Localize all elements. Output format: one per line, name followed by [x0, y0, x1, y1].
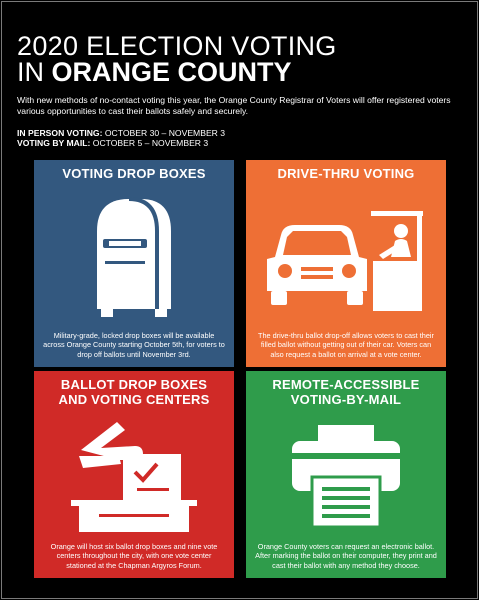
card-title-line1: BALLOT DROP BOXES	[60, 377, 208, 392]
car-drive-thru-icon	[246, 181, 446, 331]
header	[17, 33, 467, 148]
title-in: IN	[17, 57, 52, 87]
in-person-range: OCTOBER 30 – NOVEMBER 3	[102, 128, 226, 138]
in-person-label: IN PERSON VOTING:	[17, 128, 103, 138]
card-description: Orange County voters can request an electronic ballot. After marking the ballot on their computer, they print and cast their ballot with any method they choose.	[255, 542, 437, 570]
intro-text: With new methods of no-contact voting this year, the Orange County Registrar of Voters will offer registered voters various opportunities to cast their ballots safely and securely.	[17, 95, 451, 116]
card-title-line2: AND VOTING CENTERS	[58, 392, 210, 407]
by-mail-dates	[17, 138, 467, 148]
card-title	[59, 377, 210, 407]
card-ballot-drop-boxes	[34, 371, 234, 578]
card-title-line1: REMOTE-ACCESSIBLE	[272, 377, 420, 392]
card-description: Orange will host six ballot drop boxes and nine vote centers throughout the city, with one vote center stationed at the Chapman Argyros Forum.	[50, 542, 218, 570]
page-title-line2	[17, 59, 467, 86]
by-mail-range: OCTOBER 5 – NOVEMBER 3	[90, 138, 209, 148]
voting-dates	[17, 128, 467, 148]
mailbox-icon	[34, 181, 234, 331]
ballot-box-icon	[34, 407, 234, 542]
card-title: DRIVE-THRU VOTING	[277, 166, 415, 181]
card-title: VOTING DROP BOXES	[62, 166, 206, 181]
card-title-line2: VOTING-BY-MAIL	[290, 392, 402, 407]
printer-icon	[246, 407, 446, 542]
card-drive-thru-voting	[246, 160, 446, 367]
card-remote-accessible-voting	[246, 371, 446, 578]
title-county: ORANGE COUNTY	[51, 57, 292, 87]
page-title-line1: 2020 ELECTION VOTING	[17, 31, 337, 61]
in-person-dates	[17, 128, 467, 138]
card-description: Military-grade, locked drop boxes will be available across Orange County starting October 5th, for voters to drop off ballots until November 3rd.	[43, 331, 225, 359]
card-description: The drive-thru ballot drop-off allows voters to cast their filled ballot without getting out of their car. Voters can also request a ballot on arrival at a vote center.	[258, 331, 434, 359]
card-title	[272, 377, 419, 407]
card-voting-drop-boxes	[34, 160, 234, 367]
by-mail-label: VOTING BY MAIL:	[17, 138, 91, 148]
